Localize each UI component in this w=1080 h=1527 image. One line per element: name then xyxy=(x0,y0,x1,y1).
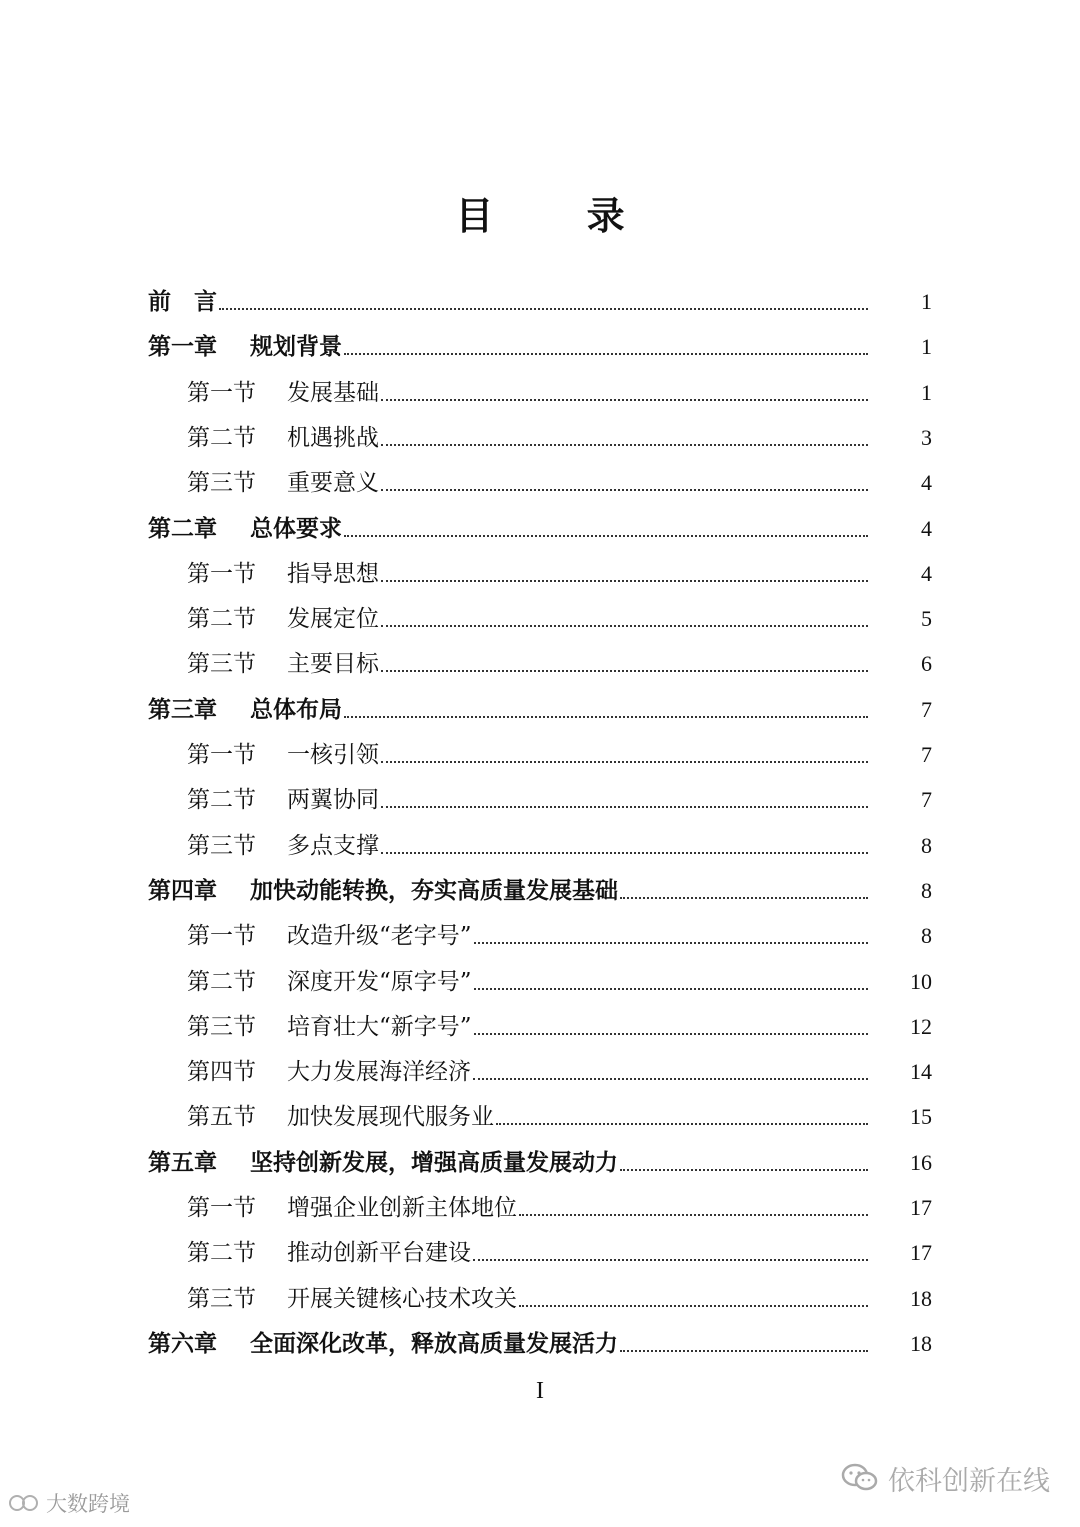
toc-entry-page: 4 xyxy=(921,470,932,495)
toc-entry-title: 前 言 xyxy=(148,289,217,315)
toc-section-entry[interactable] xyxy=(0,917,1080,951)
toc-chapter-entry[interactable] xyxy=(0,1144,1080,1178)
dot-leader xyxy=(620,1169,868,1171)
dot-leader xyxy=(519,1214,868,1216)
toc-entry-title: 指导思想 xyxy=(287,561,379,587)
dot-leader xyxy=(381,399,868,401)
toc-entry-label xyxy=(0,1148,618,1178)
toc-entry-number: 第二章 xyxy=(148,516,217,542)
toc-section-entry[interactable] xyxy=(0,736,1080,770)
toc-entry-label xyxy=(0,514,342,544)
toc-entry-number: 第一章 xyxy=(148,334,217,360)
dot-leader xyxy=(344,716,868,718)
toc-entry-title: 全面深化改革，释放高质量发展活力 xyxy=(250,1331,618,1357)
toc-entry-label xyxy=(0,468,379,498)
toc-section-entry[interactable] xyxy=(0,963,1080,997)
dot-leader xyxy=(381,670,868,672)
toc-chapter-entry[interactable] xyxy=(0,872,1080,906)
toc-entry-title: 加快动能转换，夯实高质量发展基础 xyxy=(250,878,618,904)
toc-section-entry[interactable] xyxy=(0,1280,1080,1314)
toc-entry-page: 6 xyxy=(921,651,932,676)
toc-section-entry[interactable] xyxy=(0,555,1080,589)
toc-entry-page: 16 xyxy=(910,1150,932,1175)
dot-leader xyxy=(474,1033,868,1035)
dot-leader xyxy=(381,761,868,763)
toc-entry-page: 4 xyxy=(921,561,932,586)
toc-entry-page: 5 xyxy=(921,606,932,631)
toc-entry-title: 改造升级“老字号” xyxy=(287,923,472,949)
toc-entry-label xyxy=(0,921,472,951)
toc-entry-label xyxy=(0,1012,472,1042)
toc-entry-number: 第二节 xyxy=(187,787,256,813)
toc-entry-label xyxy=(0,604,379,634)
toc-entry-page: 8 xyxy=(921,833,932,858)
dot-leader xyxy=(381,625,868,627)
watermark-logo-icon xyxy=(8,1492,42,1514)
toc-entry-label xyxy=(0,1329,618,1359)
toc-entry-page: 17 xyxy=(910,1195,932,1220)
page-number: I xyxy=(536,1378,544,1404)
toc-entry-title: 发展定位 xyxy=(287,606,379,632)
toc-section-entry[interactable] xyxy=(0,1234,1080,1268)
toc-entry-label xyxy=(0,559,379,589)
toc-entry-title: 主要目标 xyxy=(287,651,379,677)
toc-entry-number: 第二节 xyxy=(187,1240,256,1266)
toc-entry-title: 多点支撑 xyxy=(287,833,379,859)
toc-entry-page: 12 xyxy=(910,1014,932,1039)
toc-entry-label xyxy=(0,1057,471,1087)
toc-entry-number: 第三节 xyxy=(187,470,256,496)
toc-entry-page: 7 xyxy=(921,742,932,767)
toc-section-entry[interactable] xyxy=(0,1053,1080,1087)
toc-entry-number: 第三节 xyxy=(187,1286,256,1312)
toc-entry-number: 第一节 xyxy=(187,742,256,768)
toc-entry-label xyxy=(0,785,379,815)
dot-leader xyxy=(381,852,868,854)
toc-entry-page: 1 xyxy=(921,289,932,314)
toc-entry-title: 增强企业创新主体地位 xyxy=(287,1195,517,1221)
toc-entry-page: 17 xyxy=(910,1240,932,1265)
watermark-right xyxy=(840,1458,1050,1498)
toc-entry-number: 第四节 xyxy=(187,1059,256,1085)
toc-entry-page: 7 xyxy=(921,697,932,722)
toc-section-entry[interactable] xyxy=(0,1008,1080,1042)
dot-leader xyxy=(473,1259,868,1261)
toc-section-entry[interactable] xyxy=(0,419,1080,453)
dot-leader xyxy=(519,1305,868,1307)
toc-entry-title: 加快发展现代服务业 xyxy=(287,1104,494,1130)
toc-entry-label xyxy=(0,695,342,725)
dot-leader xyxy=(474,988,868,990)
toc-entry-page: 1 xyxy=(921,380,932,405)
toc-entry-number: 第三节 xyxy=(187,1014,256,1040)
dot-leader xyxy=(620,897,868,899)
toc-entry-title: 深度开发“原字号” xyxy=(287,969,472,995)
toc-entry-label xyxy=(0,378,379,408)
watermark-right-text: 依科创新在线 xyxy=(888,1465,1050,1497)
watermark-left-text: 大数跨境 xyxy=(46,1492,130,1516)
toc-entry-label xyxy=(0,831,379,861)
toc-entry-label xyxy=(0,1238,471,1268)
dot-leader xyxy=(473,1078,868,1080)
dot-leader xyxy=(381,489,868,491)
dot-leader xyxy=(381,444,868,446)
toc-entry-title: 培育壮大“新字号” xyxy=(287,1014,472,1040)
toc-entry-page: 18 xyxy=(910,1286,932,1311)
toc-entry-number: 第二节 xyxy=(187,969,256,995)
toc-section-entry[interactable] xyxy=(0,600,1080,634)
dot-leader xyxy=(219,308,868,310)
page-title: 目 录 xyxy=(455,194,665,238)
watermark-left xyxy=(8,1488,130,1518)
toc-entry-label xyxy=(0,876,618,906)
toc-entry-page: 1 xyxy=(921,334,932,359)
toc-section-entry[interactable] xyxy=(0,464,1080,498)
toc-entry-number: 第二节 xyxy=(187,425,256,451)
toc-entry-label xyxy=(0,1193,517,1223)
toc-entry-page: 15 xyxy=(910,1104,932,1129)
toc-section-entry[interactable] xyxy=(0,1189,1080,1223)
toc-chapter-entry[interactable] xyxy=(0,328,1080,362)
toc-entry-number: 第一节 xyxy=(187,561,256,587)
wechat-icon xyxy=(840,1462,880,1494)
toc-chapter-entry[interactable] xyxy=(0,283,1080,317)
toc-entry-page: 7 xyxy=(921,787,932,812)
toc-entry-title: 两翼协同 xyxy=(287,787,379,813)
dot-leader xyxy=(344,353,868,355)
toc-section-entry[interactable] xyxy=(0,781,1080,815)
toc-entry-number: 第四章 xyxy=(148,878,217,904)
toc-entry-title: 总体布局 xyxy=(250,697,342,723)
toc-entry-title: 重要意义 xyxy=(287,470,379,496)
dot-leader xyxy=(381,580,868,582)
toc-entry-title: 一核引领 xyxy=(287,742,379,768)
toc-section-entry[interactable] xyxy=(0,1098,1080,1132)
dot-leader xyxy=(344,535,868,537)
toc-entry-number: 第六章 xyxy=(148,1331,217,1357)
toc-entry-page: 8 xyxy=(921,878,932,903)
toc-chapter-entry[interactable] xyxy=(0,1325,1080,1359)
toc-entry-label xyxy=(0,740,379,770)
toc-entry-label xyxy=(0,1102,494,1132)
toc-entry-title: 发展基础 xyxy=(287,380,379,406)
toc-entry-title: 总体要求 xyxy=(250,516,342,542)
toc-entry-number: 第一节 xyxy=(187,1195,256,1221)
toc-entry-page: 4 xyxy=(921,516,932,541)
dot-leader xyxy=(474,942,868,944)
toc-entry-number: 第五章 xyxy=(148,1150,217,1176)
dot-leader xyxy=(496,1123,868,1125)
toc-entry-page: 3 xyxy=(921,425,932,450)
toc-entry-title: 规划背景 xyxy=(250,334,342,360)
toc-entry-title: 坚持创新发展，增强高质量发展动力 xyxy=(250,1150,618,1176)
toc-entry-number: 第一节 xyxy=(187,380,256,406)
toc-entry-number: 第二节 xyxy=(187,606,256,632)
toc-entry-label xyxy=(0,287,217,317)
toc-entry-title: 大力发展海洋经济 xyxy=(287,1059,471,1085)
toc-entry-page: 10 xyxy=(910,969,932,994)
toc-section-entry[interactable] xyxy=(0,645,1080,679)
toc-entry-label xyxy=(0,1284,517,1314)
toc-section-entry[interactable] xyxy=(0,374,1080,408)
toc-entry-number: 第五节 xyxy=(187,1104,256,1130)
toc-section-entry[interactable] xyxy=(0,827,1080,861)
toc-entry-title: 机遇挑战 xyxy=(287,425,379,451)
dot-leader xyxy=(381,806,868,808)
toc-entry-number: 第三节 xyxy=(187,833,256,859)
toc-entry-title: 开展关键核心技术攻关 xyxy=(287,1286,517,1312)
toc-entry-label xyxy=(0,423,379,453)
dot-leader xyxy=(620,1350,868,1352)
toc-entry-page: 18 xyxy=(910,1331,932,1356)
toc-entry-label xyxy=(0,332,342,362)
toc-entry-page: 8 xyxy=(921,923,932,948)
toc-entry-label xyxy=(0,649,379,679)
toc-chapter-entry[interactable] xyxy=(0,691,1080,725)
toc-chapter-entry[interactable] xyxy=(0,510,1080,544)
toc-entry-page: 14 xyxy=(910,1059,932,1084)
toc-entry-number: 第一节 xyxy=(187,923,256,949)
toc-entry-label xyxy=(0,967,472,997)
toc-entry-title: 推动创新平台建设 xyxy=(287,1240,471,1266)
toc-entry-number: 第三章 xyxy=(148,697,217,723)
toc-entry-number: 第三节 xyxy=(187,651,256,677)
